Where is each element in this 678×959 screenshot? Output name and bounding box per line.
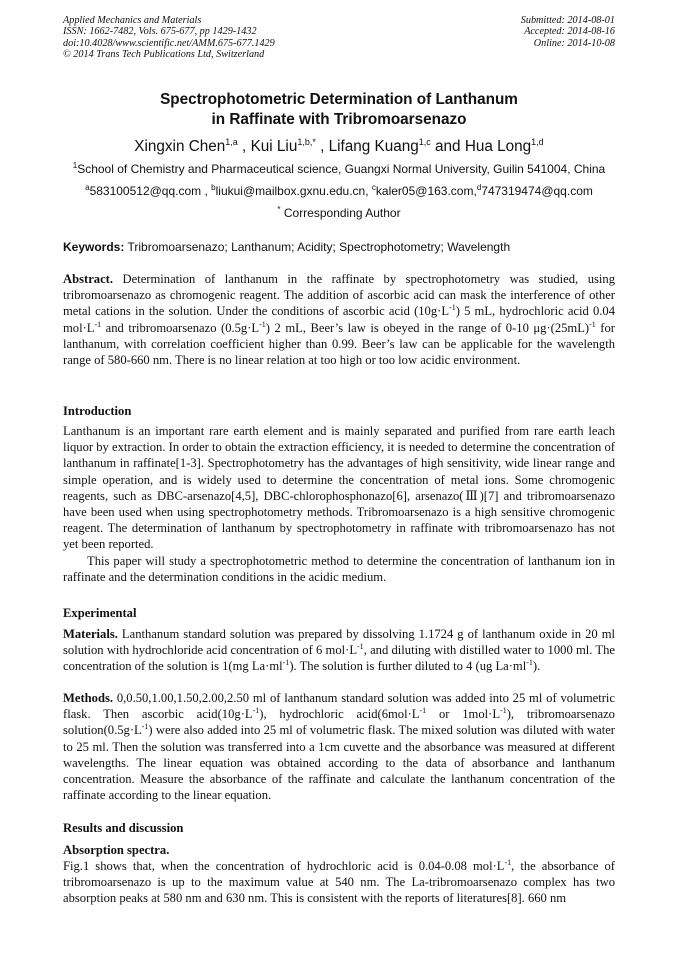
keywords-text: Tribromoarsenazo; Lanthanum; Acidity; Spectrophotometry; Wavelength <box>124 240 511 254</box>
email-mark: d <box>476 183 482 192</box>
methods-text: ), tribromoarsenazo solution(0.5g·L <box>63 707 615 738</box>
superscript: -1 <box>500 706 507 716</box>
corresponding-mark: * <box>277 205 281 214</box>
results-text: , the absorbance of tribromoarsenazo is up to the maximum value at 540 nm. The La-tribromoarsenazo complex has two absorption peaks at 580 nm and 630 nm. This is consistent with the reports of literatures[8]. 660 nm <box>63 859 615 906</box>
methods-label: Methods. <box>63 691 114 705</box>
author-emails <box>0 184 678 199</box>
header-left <box>63 15 275 61</box>
abstract-text: for lanthanum, with correlation coefficient higher than 0.99. Beer’s law can be applicable for the wavelength range of 580-660 nm. There is no linear relation at too high or too low acidic environment. <box>63 320 615 368</box>
superscript: -1 <box>419 706 427 716</box>
introduction-paragraph: Lanthanum is an important rare earth element and is mainly separated and purified from rare earth leach liquor by extraction. In order to obtain the extraction efficiency, it is needed to determine the concentration of lanthanum in raffinate[1-3]. Spectrophotometry has the advantages of high sensitivity, wide linear range and simple operation, and is widely used to determine the concentration of metal ions. Some chromogenic reagents, such as DBC-arsenazo[4,5], DBC-chlorophosphonazo[6], arsenazo(Ⅲ)[7] and tribromoarsenazo have been used when using spectrophotometry methods. Tribromoarsenazo is a high sensitive chromogenic reagent. The determination of lanthanum by spectrophotometry in raffinate with tribromoarsenazo has not yet been reported. <box>63 424 615 552</box>
author-and: and <box>435 138 461 155</box>
email-mark: a <box>85 183 90 192</box>
abstract-label: Abstract. <box>63 272 114 286</box>
email-link[interactable]: kaler05@163.com, <box>375 184 477 198</box>
keywords-label: Keywords: <box>63 240 125 254</box>
superscript: -1 <box>282 658 290 668</box>
corresponding-text: Corresponding Author <box>280 206 401 220</box>
email-mark: b <box>211 183 216 192</box>
methods-text: ) were also added into 25 ml of volumetric flask. The mixed solution was diluted with water to 25 ml. Then the solution was transferred into a 1cm cuvette and the absorbance was measured at different wavelengths. The linear equation was obtained according to the data of absorbance and lanthanum concentration. Measure the absorbance of the raffinate and calculate the lanthanum concentration of the raffinate according to the linear equation. <box>63 723 615 803</box>
materials-label: Materials. <box>63 627 118 641</box>
author-name: Hua Long <box>464 138 532 155</box>
superscript: -1 <box>504 857 512 867</box>
submitted-date: Submitted: 2014-08-01 <box>520 15 615 26</box>
journal-doi[interactable]: doi:10.4028/www.scientific.net/AMM.675-677.1429 <box>63 37 275 49</box>
abstract-text: ) 2 mL, Beer’s law is obeyed in the range of 0-10 μg·(25mL) <box>265 320 590 335</box>
superscript: -1 <box>357 642 364 652</box>
title-line-2: in Raffinate with Tribromoarsenazo <box>211 111 467 128</box>
superscript: -1 <box>259 319 266 329</box>
author-list <box>0 138 678 156</box>
email-mark: c <box>371 183 376 192</box>
methods-paragraph <box>63 690 615 803</box>
superscript: -1 <box>449 303 456 313</box>
superscript: -1 <box>252 706 260 716</box>
introduction-paragraph: This paper will study a spectrophotometric method to determine the concentration of lanthanum ion in raffinate and the determination conditions in the acidic medium. <box>63 554 615 585</box>
title-line-1: Spectrophotometric Determination of Lanthanum <box>160 91 518 108</box>
paper-title <box>0 90 678 130</box>
email-link[interactable]: 747319474@qq.com <box>481 184 593 198</box>
methods-text: 0,0.50,1.00,1.50,2.00,2.50 ml of lanthanum standard solution was added into 25 ml of volumetric flask. Then ascorbic acid(10g·L <box>63 691 615 722</box>
results-paragraph <box>63 858 615 907</box>
author-affil-mark: 1,c <box>418 136 431 147</box>
author-affil-mark: 1,b,* <box>297 136 316 147</box>
author-name: Kui Liu <box>250 138 298 155</box>
journal-copyright: © 2014 Trans Tech Publications Ltd, Switzerland <box>63 49 265 61</box>
materials-paragraph <box>63 626 615 675</box>
section-heading-results: Results and discussion <box>63 821 184 835</box>
author-name: Lifang Kuang <box>328 138 419 155</box>
methods-text: or 1mol·L <box>426 707 501 722</box>
subheading-absorption-spectra: Absorption spectra. <box>63 843 170 857</box>
abstract-text: and tribromoarsenazo (0.5g·L <box>101 320 260 335</box>
email-link[interactable]: liukui@mailbox.gxnu.edu.cn, <box>215 184 369 198</box>
abstract <box>63 271 615 368</box>
superscript: -1 <box>141 722 149 732</box>
corresponding-author-note <box>0 206 678 221</box>
author-separator: , <box>315 138 329 155</box>
superscript: -1 <box>589 319 596 329</box>
accepted-date: Accepted: 2014-08-16 <box>524 26 615 38</box>
author-separator: , <box>237 138 251 155</box>
superscript: -1 <box>94 319 102 329</box>
materials-text: , and diluting with distilled water to 1000 ml. The concentration of the solution is 1(mg La·ml <box>63 643 615 674</box>
materials-text: ). <box>532 659 541 674</box>
superscript: -1 <box>526 658 533 668</box>
author-affil-mark: 1,d <box>531 136 544 147</box>
online-date: Online: 2014-10-08 <box>533 37 615 49</box>
methods-text: ), hydrochloric acid(6mol·L <box>259 707 420 722</box>
email-link[interactable]: 583100512@qq.com , <box>89 184 208 198</box>
author-affil-mark: 1,a <box>225 136 238 147</box>
keywords <box>63 240 615 255</box>
materials-text: ). The solution is further diluted to 4 (ug La·ml <box>289 659 527 674</box>
materials-text: Lanthanum standard solution was prepared by dissolving 1.1724 g of lanthanum oxide in 20 ml solution with hydrochloride acid concentration of 6 mol·L <box>63 627 615 658</box>
affiliation <box>0 162 678 177</box>
abstract-text: ) 5 mL, hydrochloric acid 0.04 mol·L <box>63 304 616 335</box>
journal-name: Applied Mechanics and Materials <box>63 15 202 26</box>
results-text: Fig.1 shows that, when the concentration of hydrochloric acid is 0.04-0.08 mol·L <box>63 859 505 873</box>
author-name: Xingxin Chen <box>134 138 226 155</box>
section-heading-introduction: Introduction <box>63 404 132 418</box>
journal-issn: ISSN: 1662-7482, Vols. 675-677, pp 1429-1432 <box>63 26 257 38</box>
affiliation-text: School of Chemistry and Pharmaceutical science, Guangxi Normal University, Guilin 541004, China <box>77 162 606 176</box>
abstract-text: Determination of lanthanum in the raffinate by spectrophotometry was studied, using tribromoarsenazo as chromogenic reagent. The addition of ascorbic acid can mask the interference of other metal cations in the solution. Under the conditions of ascorbic acid (10g·L <box>63 272 615 319</box>
section-heading-experimental: Experimental <box>63 606 137 620</box>
header-right <box>521 15 615 49</box>
affiliation-mark: 1 <box>72 161 78 170</box>
